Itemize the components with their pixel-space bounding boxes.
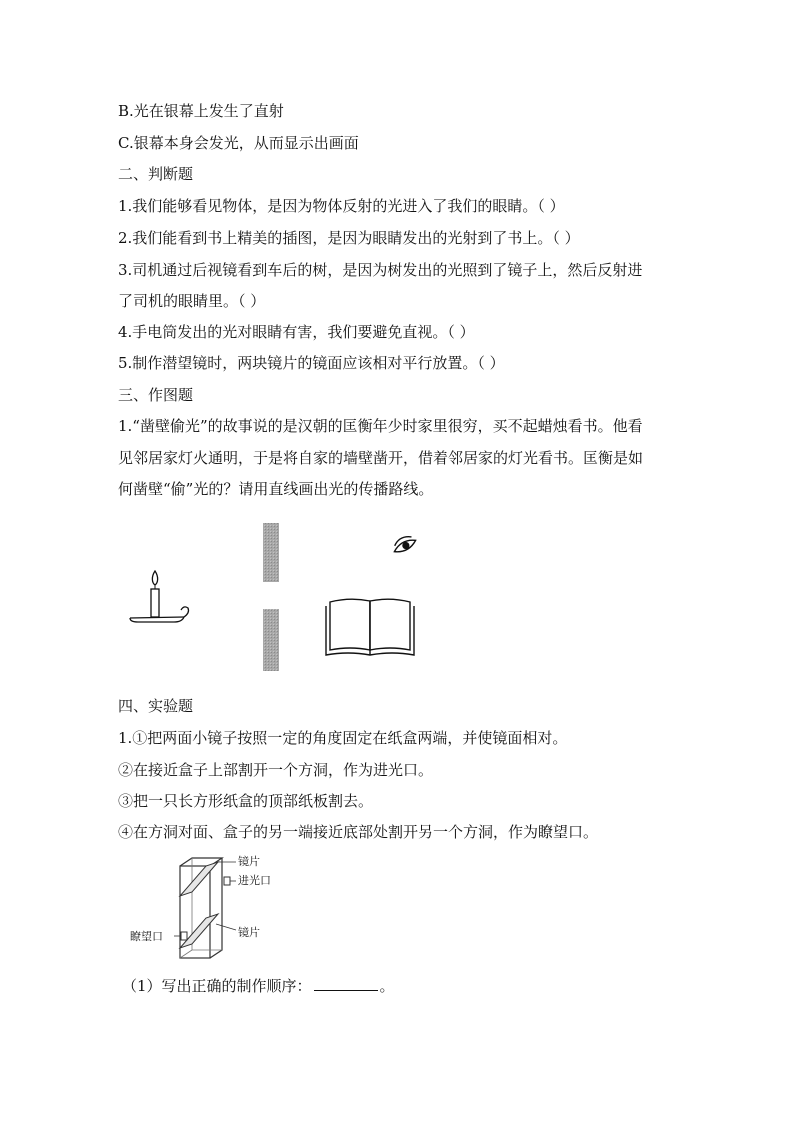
judge-question-4: 4.手电筒发出的光对眼睛有害，我们要避免直视。（ ） bbox=[118, 323, 475, 341]
judge-question-3-line2: 了司机的眼睛里。（ ） bbox=[118, 292, 266, 310]
answer-blank[interactable] bbox=[314, 976, 378, 991]
draw-question-line3: 何凿壁“偷”光的？请用直线画出光的传播路线。 bbox=[118, 480, 434, 498]
experiment-step-2: ②在接近盒子上部割开一个方洞，作为进光口。 bbox=[118, 761, 434, 779]
label-viewing-port: 瞭望口 bbox=[130, 930, 163, 943]
label-mirror-top: 镜片 bbox=[238, 855, 260, 868]
light-path-figure bbox=[118, 505, 428, 685]
judge-question-3-line1: 3.司机通过后视镜看到车后的树，是因为树发出的光照到了镜子上，然后反射进 bbox=[118, 261, 643, 279]
section-heading-draw: 三、作图题 bbox=[118, 386, 194, 404]
judge-question-2: 2.我们能看到书上精美的插图，是因为眼睛发出的光射到了书上。（ ） bbox=[118, 229, 580, 247]
label-mirror-bottom: 镜片 bbox=[238, 926, 260, 939]
candle-icon bbox=[130, 571, 189, 622]
judge-question-1: 1.我们能够看见物体，是因为物体反射的光进入了我们的眼睛。（ ） bbox=[118, 197, 565, 215]
experiment-question-1 bbox=[122, 976, 395, 996]
experiment-question-1-end: 。 bbox=[379, 977, 395, 995]
experiment-step-3: ③把一只长方形纸盒的顶部纸板割去。 bbox=[118, 792, 374, 810]
experiment-question-1-text: （1）写出正确的制作顺序： bbox=[122, 977, 312, 995]
section-heading-judge: 二、判断题 bbox=[118, 165, 194, 183]
experiment-step-1: 1.①把两面小镜子按照一定的角度固定在纸盒两端，并使镜面相对。 bbox=[118, 729, 568, 747]
periscope-figure bbox=[126, 852, 286, 962]
label-light-inlet: 进光口 bbox=[238, 874, 271, 887]
section-heading-experiment: 四、实验题 bbox=[118, 697, 194, 715]
experiment-step-4: ④在方洞对面、盒子的另一端接近底部处割开另一个方洞，作为瞭望口。 bbox=[118, 823, 599, 841]
book-icon bbox=[326, 599, 414, 655]
judge-question-5: 5.制作潜望镜时，两块镜片的镜面应该相对平行放置。（ ） bbox=[118, 354, 505, 372]
option-c: C.银幕本身会发光，从而显示出画面 bbox=[118, 134, 359, 152]
wall-lower bbox=[263, 609, 279, 671]
draw-question-line1: 1.“凿壁偷光”的故事说的是汉朝的匡衡年少时家里很穷，买不起蜡烛看书。他看 bbox=[118, 417, 643, 435]
draw-question-line2: 见邻居家灯火通明，于是将自家的墙壁凿开，借着邻居家的灯光看书。匡衡是如 bbox=[118, 449, 644, 467]
eye-icon bbox=[390, 533, 417, 555]
wall-upper bbox=[263, 523, 279, 582]
periscope-drawing bbox=[126, 852, 286, 962]
option-b: B.光在银幕上发生了直射 bbox=[118, 102, 284, 120]
